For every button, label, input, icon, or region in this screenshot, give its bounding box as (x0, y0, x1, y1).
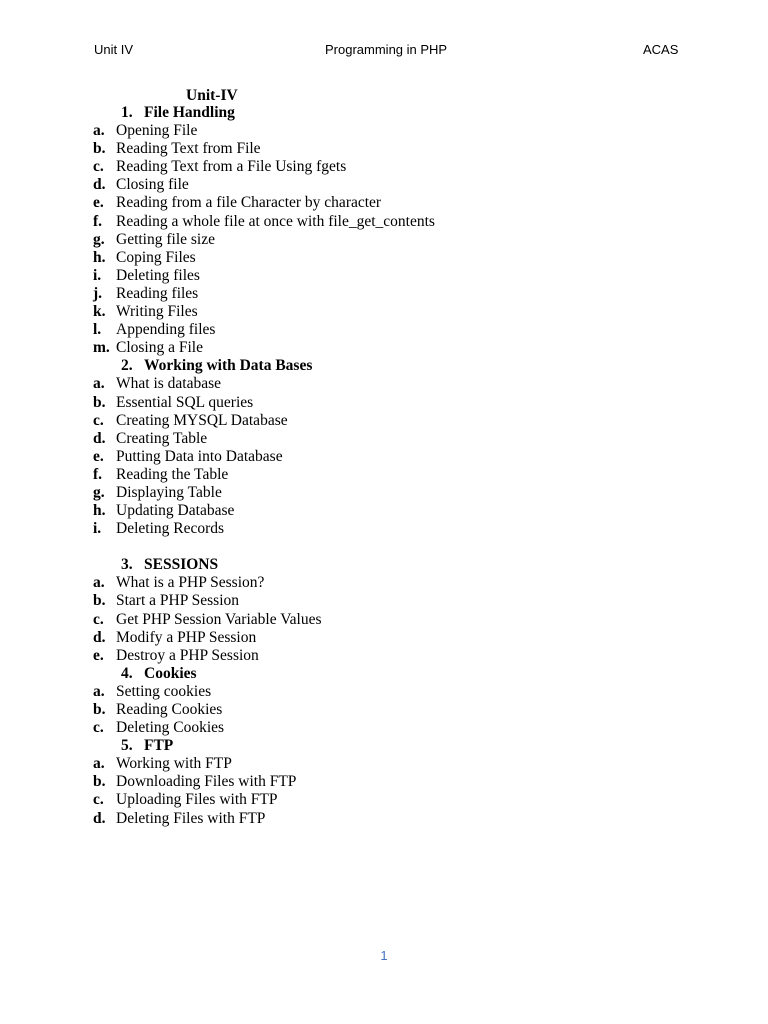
list-item (0, 430, 768, 448)
list-item-text: What is a PHP Session? (116, 574, 265, 592)
list-item-letter: l. (93, 321, 102, 339)
list-item (0, 520, 768, 538)
list-item (0, 375, 768, 393)
list-item-letter: m. (93, 339, 110, 357)
section-heading (0, 556, 768, 574)
list-item-text: Downloading Files with FTP (116, 773, 297, 791)
list-item-letter: h. (93, 502, 106, 520)
list-item (0, 158, 768, 176)
list-item (0, 592, 768, 610)
list-item-text: Writing Files (116, 303, 198, 321)
list-item-text: Get PHP Session Variable Values (116, 610, 322, 628)
list-item (0, 810, 768, 828)
list-item (0, 321, 768, 339)
list-item (0, 755, 768, 773)
list-item-letter: i. (93, 520, 102, 538)
list-item (0, 122, 768, 140)
list-item (0, 773, 768, 791)
section-number: 4. (121, 664, 133, 682)
list-item (0, 231, 768, 249)
list-item (0, 194, 768, 212)
section-heading (0, 737, 768, 755)
list-item (0, 574, 768, 592)
list-item (0, 502, 768, 520)
list-item-text: Displaying Table (116, 483, 222, 501)
list-item-text: Coping Files (116, 248, 196, 266)
section-title: FTP (144, 737, 174, 755)
list-item-text: Destroy a PHP Session (116, 646, 259, 664)
list-item-letter: c. (93, 158, 104, 176)
document-title: Unit-IV (186, 87, 238, 104)
list-item-text: Working with FTP (116, 755, 232, 773)
list-item-text: Reading Text from a File Using fgets (116, 158, 347, 176)
list-item-letter: d. (93, 628, 106, 646)
list-item (0, 791, 768, 809)
list-item (0, 267, 768, 285)
section-heading (0, 357, 768, 375)
list-item-text: What is database (116, 375, 222, 393)
list-item-letter: i. (93, 266, 102, 284)
section-heading (0, 104, 768, 122)
list-item-letter: b. (93, 393, 106, 411)
list-item (0, 412, 768, 430)
list-item-letter: f. (93, 212, 103, 230)
list-item-letter: e. (93, 447, 104, 465)
list-item-text: Start a PHP Session (116, 592, 240, 610)
list-item-letter: b. (93, 773, 106, 791)
list-item-letter: c. (93, 411, 104, 429)
section-number: 5. (121, 737, 133, 755)
list-item-text: Setting cookies (116, 682, 212, 700)
list-item-text: Uploading Files with FTP (116, 791, 278, 809)
list-item-letter: g. (93, 230, 105, 248)
list-item-text: Closing a File (116, 339, 203, 357)
list-item (0, 683, 768, 701)
list-item-text: Opening File (116, 122, 198, 140)
header-unit: Unit IV (94, 42, 134, 57)
list-item-letter: k. (93, 303, 106, 321)
list-item (0, 339, 768, 357)
list-item-letter: e. (93, 646, 104, 664)
list-item-text: Creating Table (116, 429, 208, 447)
list-item-text: Deleting files (116, 266, 200, 284)
list-item-text: Reading Text from File (116, 140, 261, 158)
list-item-letter: c. (93, 610, 104, 628)
section-title: File Handling (144, 104, 235, 121)
list-item-letter: a. (93, 755, 105, 773)
list-item-letter: b. (93, 140, 106, 158)
list-item-letter: b. (93, 701, 106, 718)
list-item (0, 701, 768, 719)
list-item-letter: e. (93, 194, 104, 212)
list-item-letter: a. (93, 682, 105, 700)
list-item (0, 140, 768, 158)
list-item-letter: b. (93, 592, 106, 610)
list-item-text: Creating MYSQL Database (116, 411, 288, 429)
list-item (0, 629, 768, 647)
header-course: Programming in PHP (325, 42, 448, 57)
list-item-text: Deleting Files with FTP (116, 809, 266, 827)
page-number: 1 (380, 948, 388, 963)
list-item (0, 285, 768, 303)
list-item-letter: h. (93, 248, 106, 266)
list-item (0, 647, 768, 665)
list-item-text: Reading files (116, 284, 199, 302)
list-item (0, 719, 768, 737)
list-item-letter: d. (93, 176, 106, 194)
list-item-letter: a. (93, 122, 105, 140)
section-number: 2. (121, 357, 133, 375)
list-item-text: Reading Cookies (116, 701, 223, 718)
list-item-text: Reading the Table (116, 465, 229, 483)
list-item (0, 213, 768, 231)
list-item-letter: a. (93, 375, 105, 393)
list-item-text: Modify a PHP Session (116, 628, 257, 646)
list-item-text: Updating Database (116, 502, 235, 520)
list-item-text: Getting file size (116, 230, 215, 248)
list-item (0, 484, 768, 502)
list-item-letter: g. (93, 483, 105, 501)
list-item (0, 394, 768, 412)
section-number: 3. (121, 556, 133, 574)
list-item-letter: j. (93, 284, 103, 302)
list-item-text: Reading from a file Character by character (116, 194, 382, 212)
page-header (0, 42, 768, 60)
list-item-letter: d. (93, 429, 106, 447)
list-item-text: Putting Data into Database (116, 447, 283, 465)
list-item-text: Reading a whole file at once with file_get_contents (116, 212, 435, 230)
section-title: Working with Data Bases (144, 357, 313, 375)
list-item (0, 249, 768, 267)
list-item-text: Deleting Records (116, 520, 225, 538)
list-item-letter: c. (93, 791, 104, 809)
list-item-letter: a. (93, 574, 105, 592)
section-number: 1. (121, 104, 133, 121)
list-item-text: Deleting Cookies (116, 719, 225, 737)
section-heading (0, 665, 768, 683)
list-item (0, 611, 768, 629)
header-institution: ACAS (643, 42, 679, 57)
list-item (0, 176, 768, 194)
list-item-letter: d. (93, 809, 106, 827)
section-title: Cookies (144, 664, 197, 682)
list-item-text: Appending files (116, 321, 216, 339)
list-item (0, 448, 768, 466)
syllabus-list (0, 104, 768, 828)
list-item (0, 466, 768, 484)
list-item-letter: f. (93, 465, 103, 483)
section-title: SESSIONS (144, 556, 219, 574)
list-item (0, 303, 768, 321)
list-item-text: Essential SQL queries (116, 393, 254, 411)
list-item-letter: c. (93, 719, 104, 737)
list-item-text: Closing file (116, 176, 189, 194)
